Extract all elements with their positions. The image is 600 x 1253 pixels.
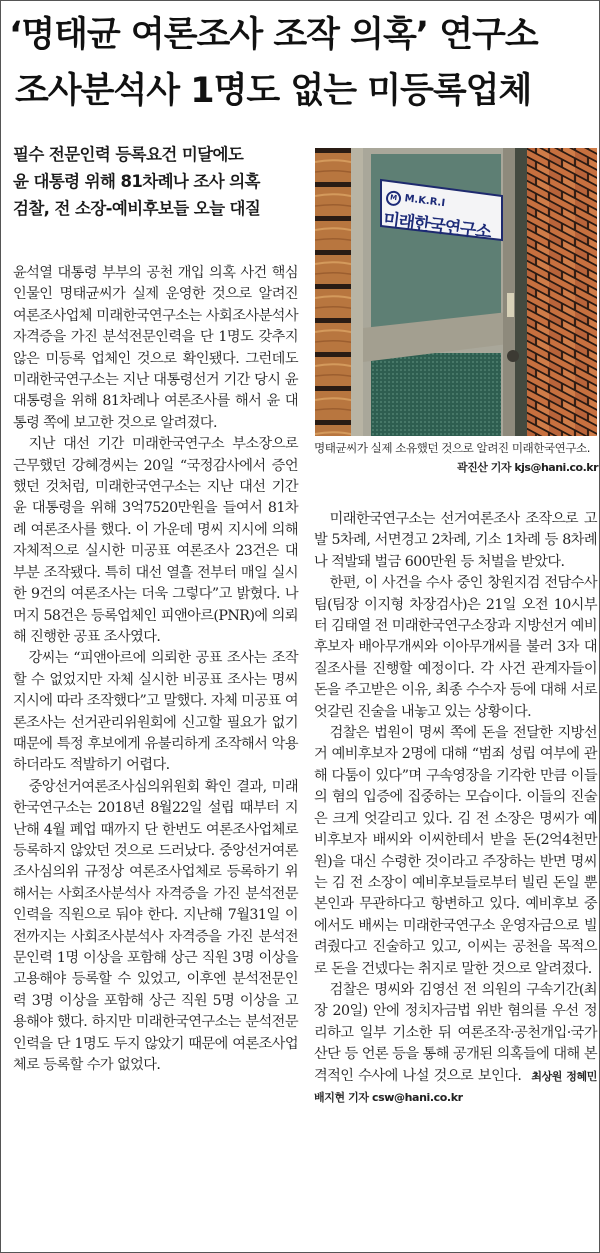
paragraph: 검찰은 법원이 명씨 쪽에 돈을 전달한 지방선거 예비후보자 2명에 대해 “범죄 성립 여부에 관해 다툼이 있다”며 구속영장을 기각한 만큼 이들의 혐의 입증에 집중하는 모습이다. 이들의 진술은 크게 엇갈리고 있다. 김 전 소장은 명씨가 예비후보자 배씨와 이씨한테서 받을 돈(2억4천만원)을 대신 수령한 것이라고 주장하는 반면 명씨는 김 전 소장이 예비후보들로부터 빌린 돈일 뿐 본인과 무관하다고 항변하고 있다. 예비후보 중에서도 배씨는 미래한국연구소 운영자금으로 빌려줬다고 진술하고 있고, 이씨는 공천을 목적으로 돈을 건넸다는 취지로 말한 것으로 알려졌다. xyxy=(314,725,597,977)
article-byline: 최상원 정혜민 배지현 기자 csw@hani.co.kr xyxy=(314,1069,597,1104)
photo-credit: 곽진산 기자 kjs@hani.co.kr xyxy=(457,461,598,474)
paragraph-text: 검찰은 명씨와 김영선 전 의원의 구속기간(최장 20일) 안에 정치자금법 위반 혐의를 우선 정리하고 일부 기소한 뒤 여론조작·공천개입·국가산단 등 언론 등을 통해 공개된 의혹들에 대해 본격적인 수사에 나설 것으로 보인다. xyxy=(314,981,597,1084)
subhead-line-2: 윤 대통령 위해 81차례나 조사 의혹 xyxy=(13,172,260,191)
caption-text: 명태균씨가 실제 소유했던 것으로 알려진 미래한국연구소. xyxy=(314,441,590,455)
paragraph: 윤석열 대통령 부부의 공천 개입 의혹 사건 핵심인물인 명태균씨가 실제 운영한 것으로 알려진 여론조사업체 미래한국연구소는 사회조사분석사 자격증을 가진 분석전문인력을 단 1명도 갖추지 않은 미등록 업체인 것으로 확인됐다. 그런데도 미래한국연구소는 지난 대통령선거 기간 당시 윤 대통령을 위해 81차례나 여론조사를 해서 윤 대통령 쪽에 보고한 것으로 알려졌다. xyxy=(13,265,298,431)
subhead-line-3: 검찰, 전 소장-예비후보들 오늘 대질 xyxy=(13,199,261,218)
institute-door-photo xyxy=(315,148,597,436)
paragraph xyxy=(314,980,597,1108)
article-column-left xyxy=(13,263,298,1076)
paragraph: 한편, 이 사건을 수사 중인 창원지검 전담수사팀(팀장 이지형 차장검사)은 21일 오전 10시부터 김태열 전 미래한국연구소장과 지방선거 예비후보자 배아무개씨와 이아무개씨를 불러 3자 대질조사를 진행할 예정이다. 각 사건 관계자들이 돈을 주고받은 이유, 최종 수수자 등에 대해 서로 엇갈린 진술을 내놓고 있는 상황이다. xyxy=(314,575,597,720)
paragraph: 미래한국연구소는 선거여론조사 조작으로 고발 5차례, 서면경고 2차례, 기소 1차례 등 8차례나 적발돼 벌금 600만원 등 처벌을 받았다. xyxy=(314,511,597,570)
subheadline xyxy=(13,141,303,222)
headline xyxy=(9,7,593,119)
sign-abbreviation: M.K.R.I xyxy=(403,193,446,210)
sign-name: 미래한국연구소 xyxy=(382,209,492,243)
subhead-line-1: 필수 전문인력 등록요건 미달에도 xyxy=(13,145,244,164)
article-column-right xyxy=(314,509,597,1108)
article-photo xyxy=(315,148,597,436)
headline-line-1: ‘명태균 여론조사 조작 의혹’ 연구소 xyxy=(9,15,538,55)
paragraph: 지난 대선 기간 미래한국연구소 부소장으로 근무했던 강혜경씨는 20일 “국정감사에서 증언했던 것처럼, 미래한국연구소는 지난 대선 기간 윤 대통령을 위해 3억7520만원을 들여서 81차례 여론조사를 했다. 이 가운데 명씨 지시에 의해 자체적으로 실시한 미공표 여론조사 23건은 대부분 조작됐다. 특히 대선 열흘 전부터 매일 실시한 9건의 여론조사는 더욱 그렇다”고 밝혔다. 나머지 58건은 등록업체인 피앤아르(PNR)에 의뢰해 진행한 공표 조사였다. xyxy=(13,436,298,645)
photo-caption xyxy=(314,439,598,477)
headline-line-2: 조사분석사 1명도 없는 미등록업체 xyxy=(15,71,532,111)
paragraph: 중앙선거여론조사심의위원회 확인 결과, 미래한국연구소는 2018년 8월22일 설립 때부터 지난해 4월 폐업 때까지 단 한번도 여론조사업체로 등록하지 않았던 것으로 드러났다. 중앙선거여론조사심의위 규정상 여론조사업체로 등록하기 위해서는 사회조사분석사 자격증을 가진 분석전문인력을 직원으로 둬야 한다. 지난해 7월31일 이전까지는 사회조사분석사 자격증을 가진 분석전문인력 1명 이상을 포함해 상근 직원 3명 이상을 고용해야 등록할 수 있었고, 이후엔 분석전문인력 3명 이상을 포함해 상근 직원 5명 이상을 고용해야 했다. 하지만 미래한국연구소는 분석전문인력을 단 1명도 두지 않았기 때문에 여론조사업체로 등록할 수가 없었다. xyxy=(13,778,298,1074)
sign-logo-icon: M xyxy=(385,190,402,207)
paragraph: 강씨는 “피앤아르에 의뢰한 공표 조사는 조작할 수 없었지만 자체 실시한 비공표 조사는 명씨 지시에 따라 조작했다”고 말했다. 자체 미공표 여론조사는 선거관리위원회에 신고할 필요가 없기 때문에 특정 후보에게 유불리하게 조작해서 악용하더라도 적발하기 어렵다. xyxy=(13,650,298,774)
